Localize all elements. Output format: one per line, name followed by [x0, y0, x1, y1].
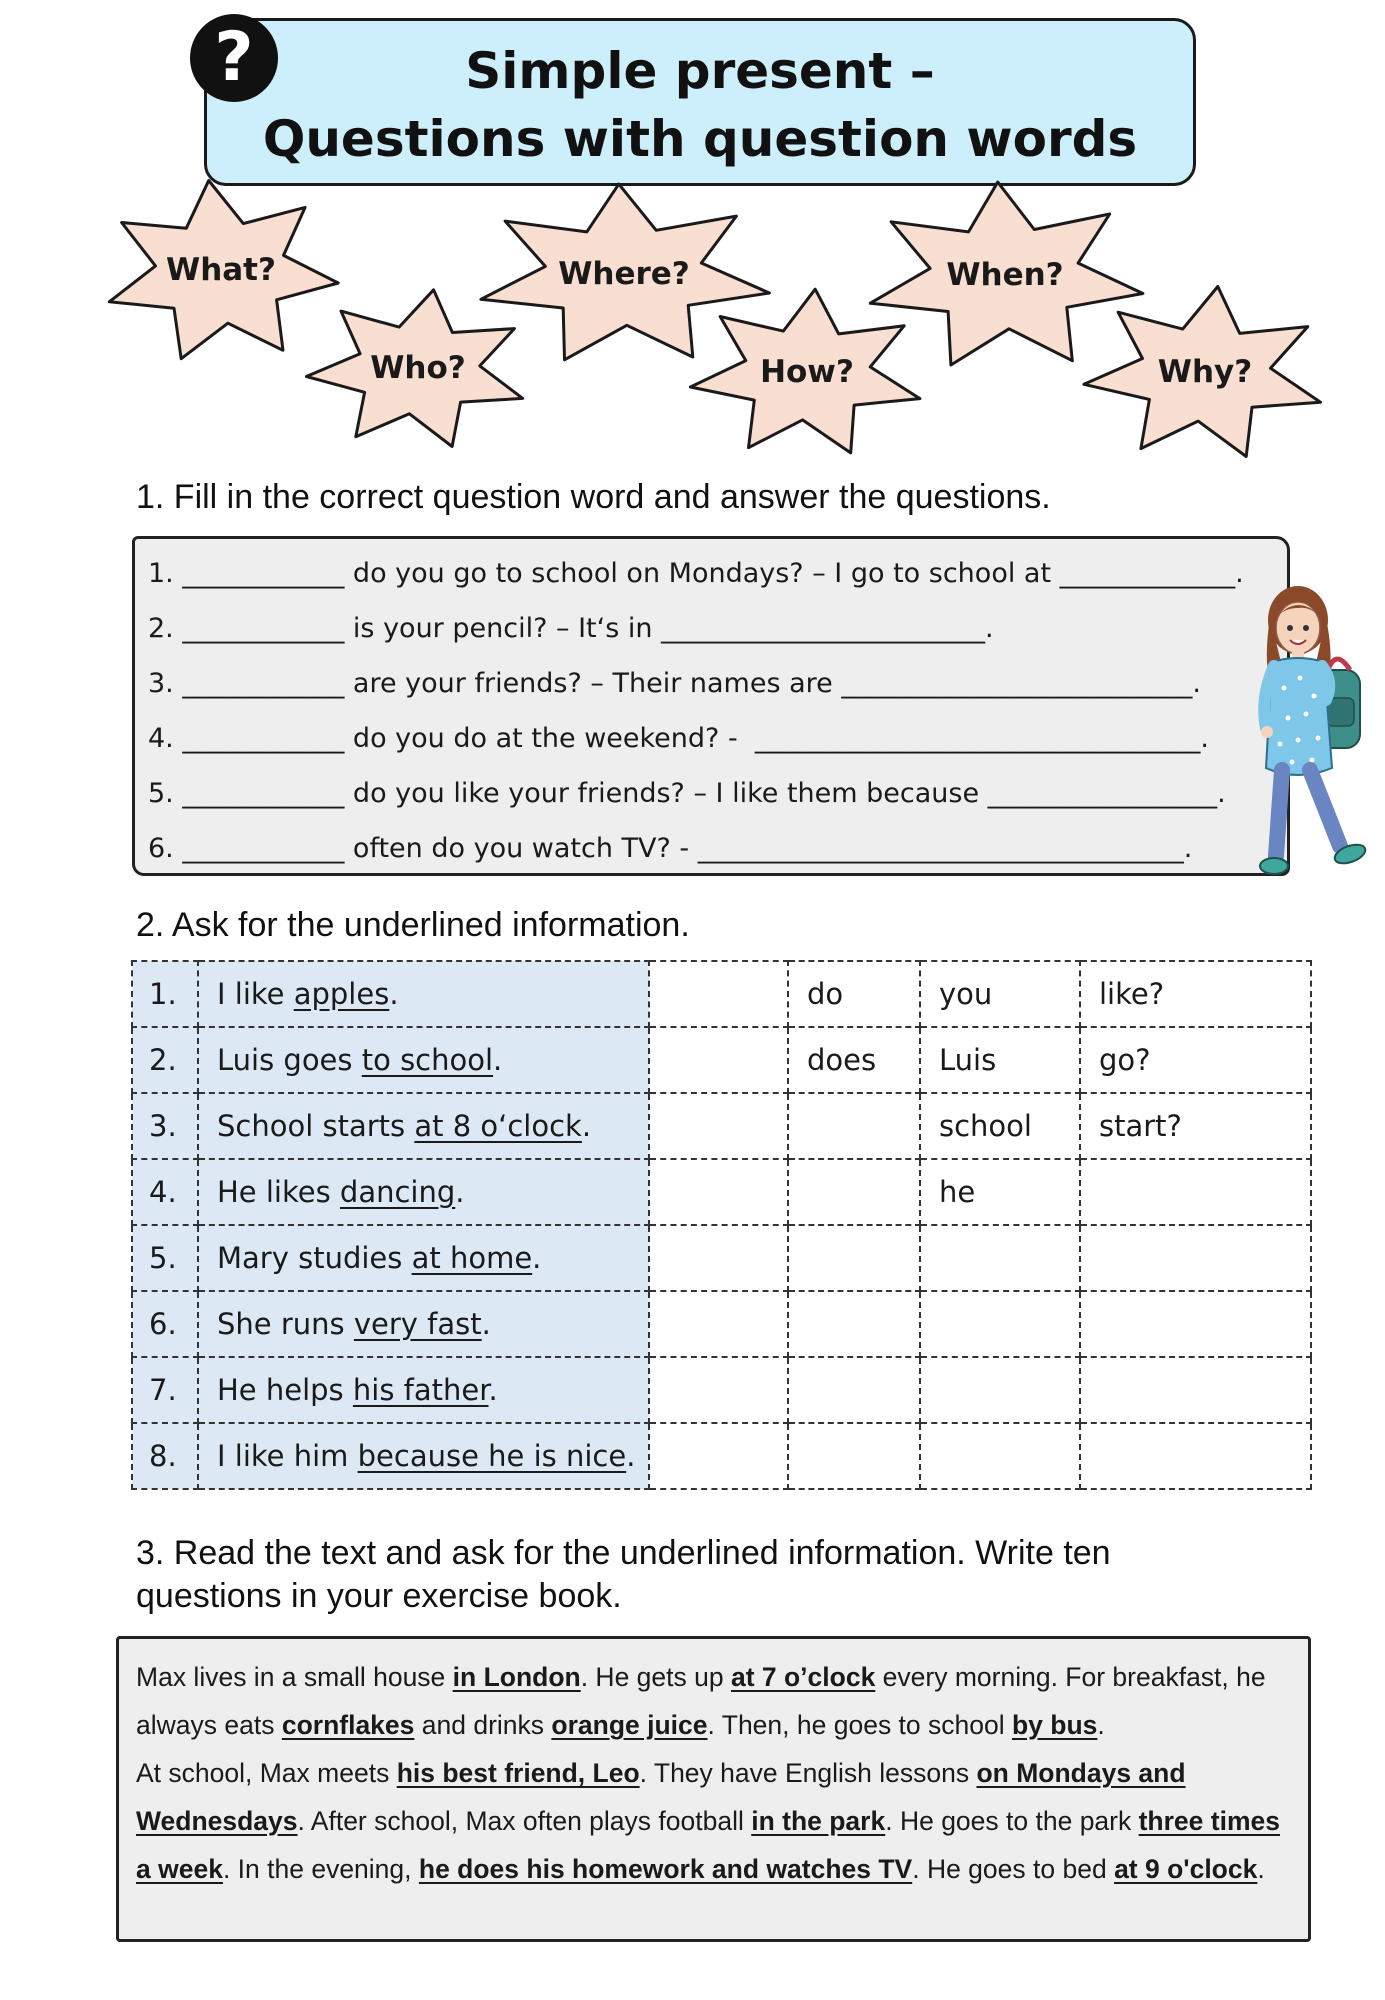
table-row [132, 1027, 1311, 1093]
question-word-cell[interactable] [649, 961, 788, 1027]
text-segment: . [1257, 1854, 1265, 1884]
question-word-cell[interactable] [649, 1093, 788, 1159]
sentence-text: She runs [217, 1307, 354, 1341]
question-word-label: Where? [558, 255, 690, 292]
question-mark-icon: ? [190, 14, 278, 102]
auxiliary-cell[interactable] [788, 1291, 920, 1357]
text-segment: . Then, he goes to school [707, 1710, 1012, 1740]
text-segment: Max lives in a small house [136, 1662, 453, 1692]
underlined-information: in London [452, 1662, 581, 1692]
sentence-end: . [532, 1241, 542, 1275]
row-number: 7. [132, 1357, 198, 1423]
sentence-end: . [481, 1307, 491, 1341]
text-segment: . He goes to bed [912, 1854, 1115, 1884]
verb-cell[interactable]: start? [1080, 1093, 1311, 1159]
sentence-end: . [455, 1175, 465, 1209]
question-word-cell[interactable] [649, 1357, 788, 1423]
row-number: 3. [132, 1093, 198, 1159]
text-segment: . In the evening, [222, 1854, 419, 1884]
underlined-information: cornflakes [281, 1710, 415, 1740]
question-word-label: When? [946, 256, 1064, 293]
sentence-cell [198, 1093, 649, 1159]
subject-cell[interactable] [920, 1225, 1080, 1291]
sentence-end: . [488, 1373, 498, 1407]
exercise-2-heading: 2. Ask for the underlined information. [136, 906, 690, 944]
sentence-cell [198, 1357, 649, 1423]
sentence-cell [198, 1159, 649, 1225]
row-number: 4. [132, 1159, 198, 1225]
exercise-3-heading-line-1: 3. Read the text and ask for the underlined information. Write ten [136, 1534, 1111, 1572]
underlined-information: on Mondays and Wednesdays [136, 1758, 1186, 1836]
verb-cell[interactable] [1080, 1159, 1311, 1225]
auxiliary-cell[interactable]: does [788, 1027, 920, 1093]
auxiliary-cell[interactable] [788, 1357, 920, 1423]
sentence-end: . [626, 1439, 636, 1473]
title-line-1: Simple present – [465, 42, 935, 100]
sentence-end: . [389, 977, 399, 1011]
auxiliary-cell[interactable] [788, 1159, 920, 1225]
auxiliary-cell[interactable] [788, 1093, 920, 1159]
question-word-cell[interactable] [649, 1027, 788, 1093]
question-word-label: Why? [1157, 353, 1253, 390]
underlined-information: at home [411, 1241, 533, 1275]
sentence-text: I like him [217, 1439, 358, 1473]
sentence-cell [198, 1027, 649, 1093]
underlined-information: very fast [353, 1307, 482, 1341]
question-word-cell[interactable] [649, 1159, 788, 1225]
auxiliary-cell[interactable] [788, 1423, 920, 1489]
row-number: 5. [132, 1225, 198, 1291]
exercise-3-text-box [116, 1636, 1311, 1942]
title-banner [204, 18, 1196, 186]
table-row [132, 1159, 1311, 1225]
table-row [132, 1423, 1311, 1489]
underlined-information: three times a week [136, 1806, 1280, 1884]
table-row [132, 961, 1311, 1027]
title-line-2: Questions with question words [262, 110, 1138, 168]
underlined-information: apples [293, 977, 390, 1011]
star-question-word-6 [1073, 276, 1337, 472]
exercise-3-heading-line-2: questions in your exercise book. [136, 1577, 622, 1615]
girl-with-backpack-illustration [1240, 578, 1380, 893]
subject-cell[interactable]: school [920, 1093, 1080, 1159]
exercise-1-line-5: 5. ____________ do you like your friends? – I like them because _________________. [148, 778, 1226, 809]
sentence-cell [198, 961, 649, 1027]
subject-cell[interactable] [920, 1357, 1080, 1423]
exercise-1-line-1: 1. ____________ do you go to school on Mondays? – I go to school at _____________. [148, 558, 1244, 589]
sentence-text: Luis goes [217, 1043, 362, 1077]
exercise-1-line-2: 2. ____________ is your pencil? – It‘s in ________________________. [148, 613, 994, 644]
table-row [132, 1357, 1311, 1423]
exercise-1-heading: 1. Fill in the correct question word and answer the questions. [136, 478, 1051, 516]
exercise-1-line-6: 6. ____________ often do you watch TV? - ____________________________________. [148, 833, 1193, 864]
sentence-text: Mary studies [217, 1241, 412, 1275]
question-word-label: What? [166, 251, 276, 288]
subject-cell[interactable]: he [920, 1159, 1080, 1225]
row-number: 6. [132, 1291, 198, 1357]
subject-cell[interactable] [920, 1291, 1080, 1357]
exercise-3-text [136, 1653, 1294, 1893]
subject-cell[interactable] [920, 1423, 1080, 1489]
sentence-text: I like [217, 977, 294, 1011]
question-word-label: Who? [370, 349, 466, 386]
verb-cell[interactable] [1080, 1357, 1311, 1423]
text-segment: . They have English lessons [639, 1758, 977, 1788]
exercise-1-line-4: 4. ____________ do you do at the weekend? - _________________________________. [148, 723, 1209, 754]
table-row [132, 1291, 1311, 1357]
verb-cell[interactable]: like? [1080, 961, 1311, 1027]
text-segment: . He gets up [580, 1662, 731, 1692]
table-row [132, 1225, 1311, 1291]
sentence-end: . [493, 1043, 503, 1077]
table-row [132, 1093, 1311, 1159]
verb-cell[interactable] [1080, 1423, 1311, 1489]
underlined-information: to school [361, 1043, 494, 1077]
underlined-information: at 9 o'clock [1114, 1854, 1258, 1884]
underlined-information: dancing [339, 1175, 456, 1209]
row-number: 2. [132, 1027, 198, 1093]
sentence-cell [198, 1423, 649, 1489]
subject-cell[interactable]: you [920, 961, 1080, 1027]
row-number: 8. [132, 1423, 198, 1489]
exercise-2-table [131, 960, 1312, 1490]
underlined-information: because he is nice [357, 1439, 627, 1473]
question-word-cell[interactable] [649, 1423, 788, 1489]
question-word-cell[interactable] [649, 1291, 788, 1357]
row-number: 1. [132, 961, 198, 1027]
auxiliary-cell[interactable] [788, 1225, 920, 1291]
text-segment: every morning. For breakfast, he always eats [136, 1662, 1266, 1740]
sentence-end: . [581, 1109, 592, 1143]
sentence-text: He likes [217, 1175, 340, 1209]
underlined-information: his father [352, 1373, 489, 1407]
sentence-cell [198, 1225, 649, 1291]
text-segment: At school, Max meets [136, 1758, 397, 1788]
sentence-cell [198, 1291, 649, 1357]
underlined-information: at 8 o‘clock [414, 1109, 582, 1143]
underlined-information: at 7 o’clock [730, 1662, 876, 1692]
question-word-label: How? [760, 353, 854, 390]
text-segment: . After school, Max often plays football [297, 1806, 752, 1836]
underlined-information: his best friend, Leo [396, 1758, 640, 1788]
subject-cell[interactable]: Luis [920, 1027, 1080, 1093]
sentence-text: School starts [217, 1109, 415, 1143]
underlined-information: he does his homework and watches TV [418, 1854, 913, 1884]
underlined-information: by bus [1011, 1710, 1098, 1740]
question-word-cell[interactable] [649, 1225, 788, 1291]
sentence-text: He helps [217, 1373, 353, 1407]
text-segment: and drinks [414, 1710, 552, 1740]
text-segment: . He goes to the park [885, 1806, 1139, 1836]
exercise-1-line-3: 3. ____________ are your friends? – Their names are __________________________. [148, 668, 1201, 699]
verb-cell[interactable] [1080, 1225, 1311, 1291]
underlined-information: in the park [751, 1806, 886, 1836]
text-segment: . [1097, 1710, 1105, 1740]
underlined-information: orange juice [551, 1710, 708, 1740]
auxiliary-cell[interactable]: do [788, 961, 920, 1027]
verb-cell[interactable] [1080, 1291, 1311, 1357]
verb-cell[interactable]: go? [1080, 1027, 1311, 1093]
